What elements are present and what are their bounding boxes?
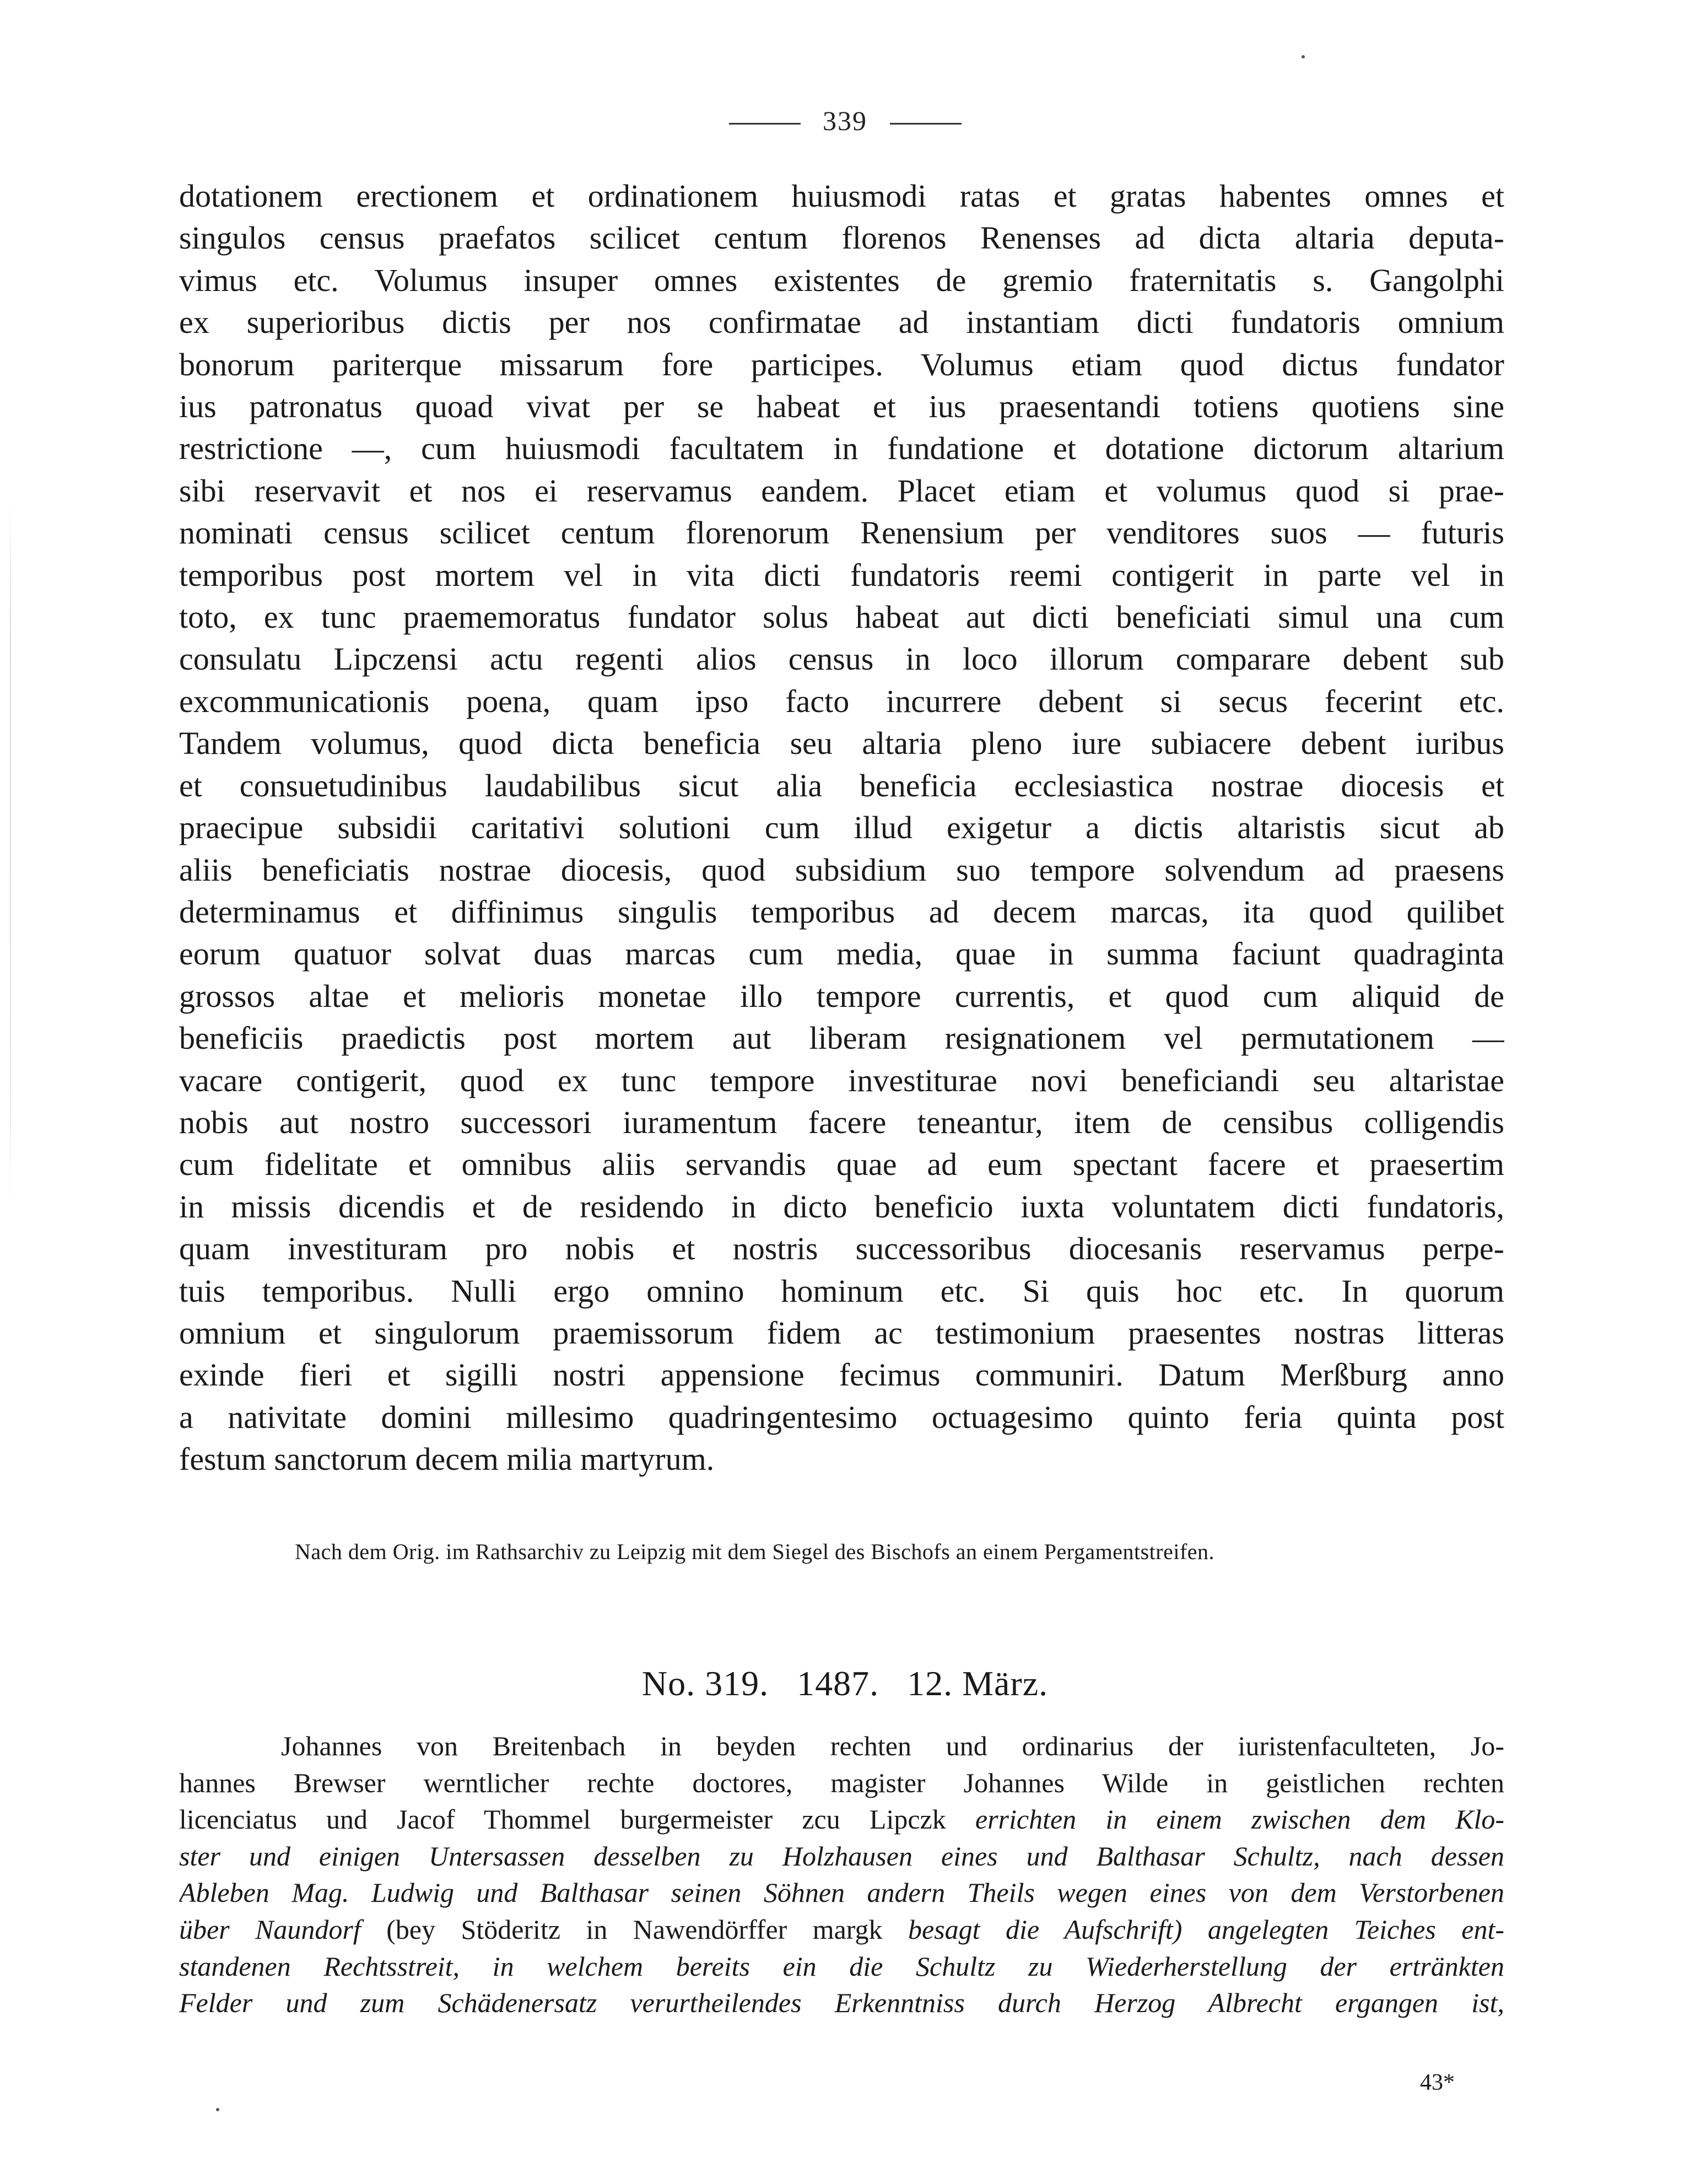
text-line: grossos altae et melioris monetae illo tempore currentis, et quod cum aliquid de (179, 978, 1504, 1014)
text-line: bonorum pariterque missarum fore participes. Volumus etiam quod dictus fundator (179, 346, 1504, 382)
regest-segment: licenciatus und Jacof Thommel burgermeister zcu Lipczk (179, 1804, 975, 1835)
text-line: singulos census praefatos scilicet centum florenos Renenses ad dicta altaria deputa- (179, 220, 1504, 256)
text-line: nobis aut nostro successori iuramentum facere teneantur, item de censibus colligendis (179, 1104, 1504, 1140)
text-line: festum sanctorum decem milia martyrum. (179, 1441, 715, 1477)
text-line: toto, ex tunc praememoratus fundator solus habeat aut dicti beneficiati simul una cum (179, 599, 1504, 635)
text-line: vimus etc. Volumus insuper omnes existentes de gremio fraternitatis s. Gangolphi (179, 262, 1504, 298)
text-line: quam investituram pro nobis et nostris successoribus diocesanis reservamus perpe- (179, 1231, 1504, 1267)
text-line: a nativitate domini millesimo quadringentesimo octuagesimo quinto feria quinta post (179, 1399, 1504, 1435)
regest-line (179, 1801, 1504, 1838)
text-line: beneficiis praedictis post mortem aut liberam resignationem vel permutationem — (179, 1020, 1504, 1056)
text-line: vacare contigerit, quod ex tunc tempore investiturae novi beneficiandi seu altaristae (179, 1062, 1504, 1098)
signature-mark: 43* (1420, 2070, 1455, 2095)
regest-segment: hannes Brewser werntlicher rechte doctores, magister Johannes Wilde in geistlichen rechten (179, 1767, 1504, 1798)
text-line: excommunicationis poena, quam ipso facto incurrere debent si secus fecerint etc. (179, 683, 1504, 719)
text-line: tuis temporibus. Nulli ergo omnino hominum etc. Si quis hoc etc. In quorum (179, 1272, 1504, 1309)
text-line: praecipue subsidii caritativi solutioni cum illud exigetur a dictis altaristis sicut ab (179, 810, 1504, 846)
text-line: eorum quatuor solvat duas marcas cum media, quae in summa faciunt quadraginta (179, 936, 1504, 972)
regest-segment: (bey Stöderitz in Nawendörffer margk (386, 1913, 908, 1945)
charter-text (179, 175, 1504, 1481)
text-line: consulatu Lipczensi actu regenti alios census in loco illorum comparare debent sub (179, 641, 1504, 677)
regest-italic-segment: Ableben Mag. Ludwig und Balthasar seinen Söhnen andern Theils wegen eines von dem Verstorbenen (179, 1877, 1504, 1908)
document-heading: No. 319. 1487. 12. März. (641, 1664, 1049, 1703)
page-number: 339 (823, 105, 867, 136)
regest-line (179, 1911, 1504, 1948)
regest-italic-segment: besagt die Aufschrift) angelegten Teiches ent- (908, 1913, 1504, 1945)
regest-line (179, 1985, 1504, 2021)
regest-line (179, 1838, 1504, 1875)
source-note: Nach dem Orig. im Rathsarchiv zu Leipzig mit dem Siegel des Bischofs an einem Pergamentstreifen. (295, 1539, 1215, 1564)
scan-edge-shadow (10, 496, 11, 1212)
regest-line (179, 1948, 1504, 1985)
text-line: et consuetudinibus laudabilibus sicut alia beneficia ecclesiastica nostrae diocesis et (179, 767, 1504, 804)
text-line: ius patronatus quoad vivat per se habeat et ius praesentandi totiens quotiens sine (179, 389, 1504, 425)
regest-line (179, 1874, 1504, 1911)
text-line: exinde fieri et sigilli nostri appensione fecimus communiri. Datum Merßburg anno (179, 1357, 1504, 1393)
text-line: in missis dicendis et de residendo in dicto beneficio iuxta voluntatem dicti fundatoris, (179, 1188, 1504, 1225)
scan-speck (216, 2108, 219, 2111)
text-line: determinamus et diffinimus singulis temporibus ad decem marcas, ita quod quilibet (179, 893, 1504, 930)
regest-line (179, 1765, 1504, 1802)
text-line: omnium et singulorum praemissorum fidem ac testimonium praesentes nostras litteras (179, 1314, 1504, 1351)
regest-segment: Johannes von Breitenbach in beyden rechten und ordinarius der iuristenfaculteten, Jo- (281, 1730, 1504, 1761)
scan-speck (1302, 55, 1305, 58)
page-header (0, 105, 1690, 137)
text-line: temporibus post mortem vel in vita dicti fundatoris reemi contigerit in parte vel in (179, 557, 1504, 593)
text-line: nominati census scilicet centum florenorum Renensium per venditores suos — futuris (179, 515, 1504, 551)
text-line: restrictione —, cum huiusmodi facultatem in fundatione et dotatione dictorum altarium (179, 430, 1504, 467)
text-line: aliis beneficiatis nostrae diocesis, quod subsidium suo tempore solvendum ad praesens (179, 851, 1504, 888)
regest-italic-segment: Felder und zum Schädenersatz verurtheilendes Erkenntniss durch Herzog Albrecht ergangen ist, (179, 1987, 1504, 2019)
text-line: cum fidelitate et omnibus aliis servandis quae ad eum spectant facere et praesertim (179, 1146, 1504, 1183)
regest-italic-segment: errichten in einem zwischen dem Klo- (975, 1804, 1504, 1835)
regest-text (179, 1728, 1504, 2021)
regest-line (179, 1728, 1504, 1765)
text-line: dotationem erectionem et ordinationem huiusmodi ratas et gratas habentes omnes et (179, 178, 1504, 214)
regest-italic-segment: standenen Rechtsstreit, in welchem bereits ein die Schultz zu Wiederherstellung der ertränkten (179, 1950, 1504, 1982)
header-dash-left (729, 123, 801, 125)
regest-italic-segment: ster und einigen Untersassen desselben zu Holzhausen eines und Balthasar Schultz, nach dessen (179, 1840, 1504, 1872)
regest-italic-segment: über Naundorf (179, 1913, 387, 1945)
header-dash-right (890, 123, 962, 125)
text-line: Tandem volumus, quod dicta beneficia seu altaria pleno iure subiacere debent iuribus (179, 725, 1504, 762)
text-line: sibi reservavit et nos ei reservamus eandem. Placet etiam et volumus quod si prae- (179, 472, 1504, 509)
text-line: ex superioribus dictis per nos confirmatae ad instantiam dicti fundatoris omnium (179, 304, 1504, 341)
